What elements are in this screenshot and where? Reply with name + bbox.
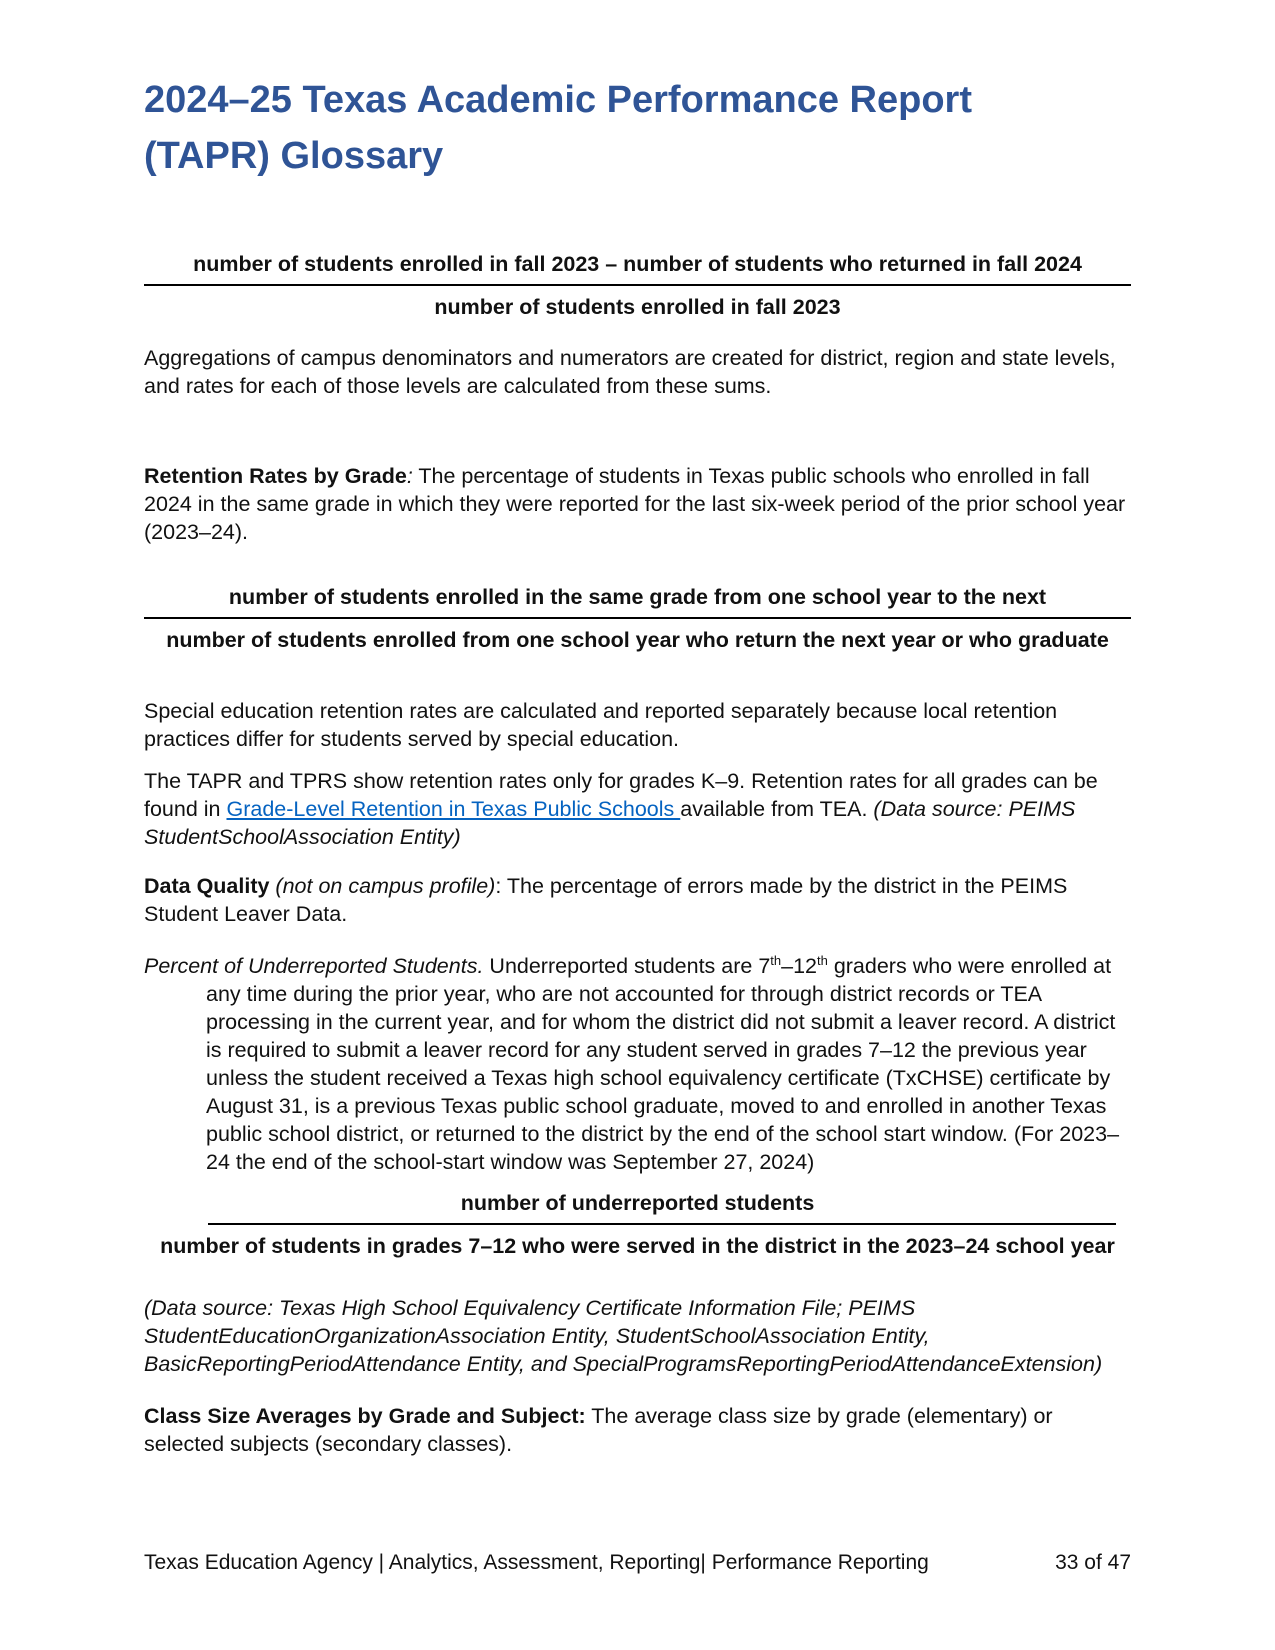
underreported-term: Percent of Underreported Students. [144, 954, 484, 978]
formula-2-denominator: number of students enrolled from one school year who return the next year or who graduate [166, 628, 1109, 652]
page-title-line-1: 2024–25 Texas Academic Performance Report [144, 79, 972, 121]
underreported-text-3: graders who were enrolled at any time during the prior year, who are not accounted for through district records or TEA processing in the current year, and for whom the district did not submit a leaver record. A district is required to submit a leaver record for any student served in grades 7–12 the previous year unless the student received a Texas high school equivalency certificate (TxCHSE) certificate by August 31, is a previous Texas public school graduate, moved to and enrolled in another Texas public school district, or returned to the district by the end of the school start window. (For 2023–24 the end of the school-start window was September 27, 2024) [206, 954, 1120, 1174]
formula-1-numerator: number of students enrolled in fall 2023 – number of students who returned in fall 2024 [193, 252, 1082, 276]
tapr-tprs-data-source: (Data source: PEIMS StudentSchoolAssociation Entity) [144, 797, 1076, 849]
superscript-th-1: th [770, 952, 782, 968]
data-quality-paren: (not on campus profile) [269, 874, 496, 898]
formula-2-fraction-bar [144, 617, 1131, 619]
paragraph-class-size [144, 1402, 1131, 1458]
page-title [144, 72, 1131, 184]
paragraph-data-quality [144, 872, 1131, 928]
formula-3-denominator: number of students in grades 7–12 who were served in the district in the 2023–24 school year [160, 1234, 1115, 1258]
class-size-term: Class Size Averages by Grade and Subject: [144, 1404, 586, 1428]
formula-underreported-rate [144, 1189, 1131, 1260]
retention-rates-colon: : [406, 464, 413, 488]
paragraph-aggregations: Aggregations of campus denominators and numerators are created for district, region and state levels, and rates for each of those levels are calculated from these sums. [144, 346, 1116, 398]
retention-rates-definition: The percentage of students in Texas public schools who enrolled in fall 2024 in the same grade in which they were reported for the last six-week period of the prior school year (2023–24). [144, 464, 1126, 544]
formula-dropout-rate [144, 250, 1131, 321]
paragraph-retention-rates [144, 462, 1131, 546]
formula-3-fraction-bar [208, 1223, 1116, 1225]
data-quality-term: Data Quality [144, 874, 270, 898]
footer-page-number: 33 of 47 [1055, 1551, 1131, 1574]
underreported-text-2: –12 [781, 954, 817, 978]
formula-3-numerator: number of underreported students [460, 1191, 815, 1215]
page-footer [144, 1549, 1131, 1577]
tapr-tprs-text-after-link: available from TEA. [680, 797, 874, 821]
paragraph-data-source-list: (Data source: Texas High School Equivalency Certificate Information File; PEIMS StudentEducationOrganizationAssociation Entity, StudentSchoolAssociation Entity, BasicReportingPeriodAttendance Entity, and SpecialProgramsReportingPeriodAttendanceExtension) [144, 1296, 1103, 1376]
grade-level-retention-link[interactable]: Grade-Level Retention in Texas Public Schools [226, 797, 681, 821]
retention-rates-term: Retention Rates by Grade [144, 464, 407, 488]
formula-1-denominator: number of students enrolled in fall 2023 [434, 295, 841, 319]
paragraph-special-education: Special education retention rates are calculated and reported separately because local retention practices differ for students served by special education. [144, 699, 1058, 751]
paragraph-tapr-tprs [144, 767, 1131, 851]
formula-2-numerator: number of students enrolled in the same grade from one school year to the next [228, 585, 1047, 609]
formula-retention-rate [144, 583, 1131, 654]
page-title-line-2: (TAPR) Glossary [144, 135, 444, 177]
paragraph-underreported-students [144, 952, 1131, 1176]
data-quality-definition: : The percentage of errors made by the district in the PEIMS Student Leaver Data. [144, 874, 1068, 926]
footer-agency-text: Texas Education Agency | Analytics, Assessment, Reporting| Performance Reporting [144, 1551, 929, 1574]
superscript-th-2: th [817, 952, 828, 968]
class-size-definition: The average class size by grade (elementary) or selected subjects (secondary classes). [144, 1404, 1053, 1456]
formula-1-fraction-bar [144, 284, 1131, 286]
tapr-tprs-text: The TAPR and TPRS show retention rates only for grades K–9. Retention rates for all grades can be found in [144, 769, 1098, 821]
underreported-text-1: Underreported students are 7 [483, 954, 771, 978]
